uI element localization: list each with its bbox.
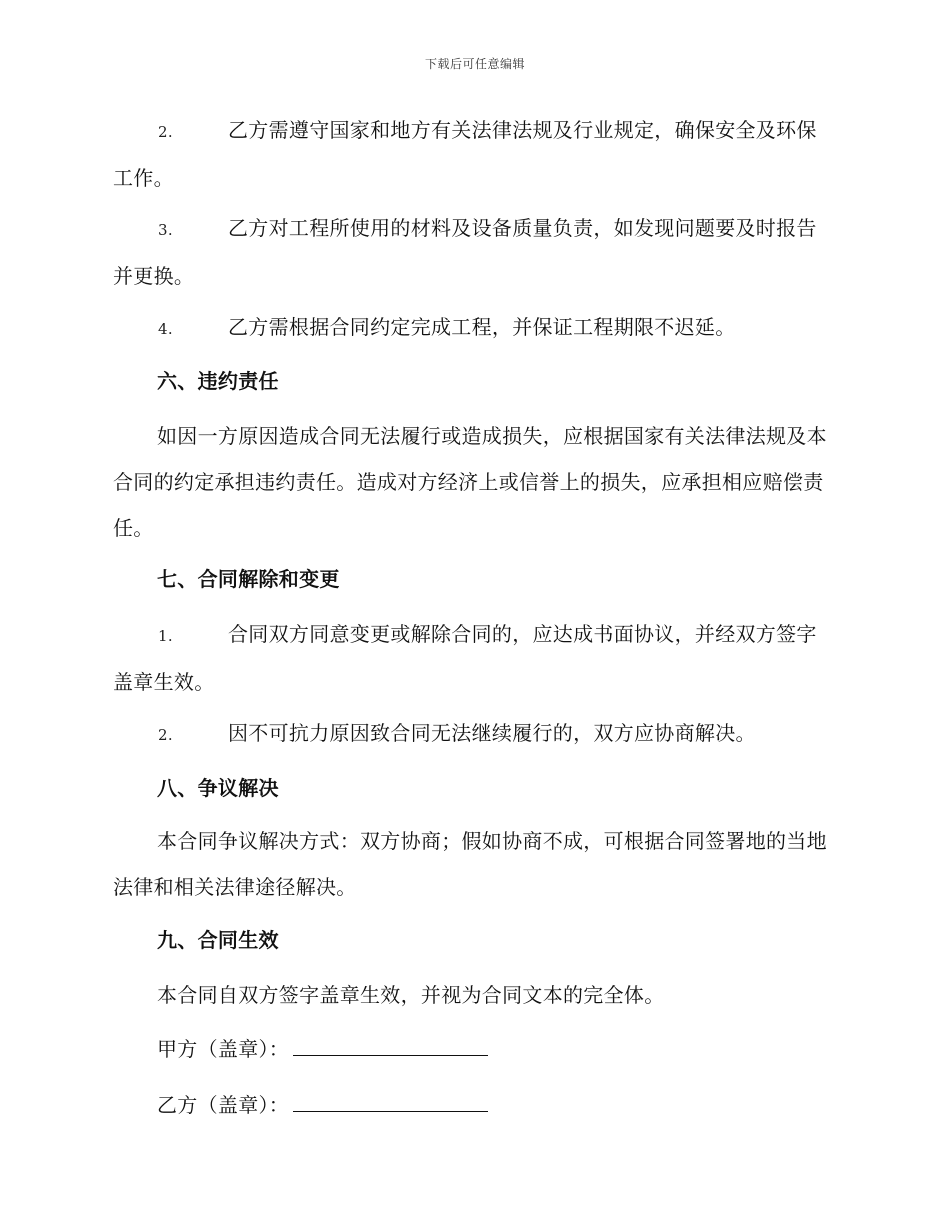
header-note: 下载后可任意编辑: [424, 57, 525, 71]
section-paragraph: 本合同争议解决方式：双方协商；假如协商不成，可根据合同签署地的当地法律和相关法律途径解决。: [113, 829, 827, 899]
list-item: [113, 611, 833, 705]
item-text: 因不可抗力原因致合同无法继续履行的，双方应协商解决。: [228, 721, 756, 745]
signature-row-party-a: [113, 1026, 877, 1072]
list-item: [113, 304, 833, 352]
item-number: 4.: [158, 320, 173, 338]
signature-label: 甲方（盖章）：: [157, 1037, 290, 1061]
section-heading: 六、违约责任: [157, 369, 279, 393]
section-heading: 九、合同生效: [157, 928, 279, 952]
list-item: [113, 205, 833, 299]
section-heading: 八、争议解决: [157, 776, 279, 800]
item-text: 乙方需根据合同约定完成工程，并保证工程期限不迟延。: [228, 315, 736, 339]
signature-line[interactable]: [293, 1087, 488, 1112]
item-text: 合同双方同意变更或解除合同的，应达成书面协议，并经双方签字盖章生效。: [113, 622, 817, 694]
list-item: [113, 710, 833, 758]
section-paragraph: 本合同自双方签字盖章生效，并视为合同文本的完全体。: [157, 983, 665, 1007]
item-number: 2.: [158, 123, 173, 141]
item-number: 1.: [158, 627, 173, 645]
item-text: 乙方需遵守国家和地方有关法律法规及行业规定，确保安全及环保工作。: [113, 118, 817, 190]
signature-label: 乙方（盖章）：: [157, 1093, 290, 1117]
item-text: 乙方对工程所使用的材料及设备质量负责，如发现问题要及时报告并更换。: [113, 216, 817, 288]
list-item: [113, 107, 833, 201]
item-number: 3.: [158, 221, 173, 239]
signature-line[interactable]: [293, 1031, 488, 1056]
item-number: 2.: [158, 726, 173, 744]
section-paragraph: 如因一方原因造成合同无法履行或造成损失，应根据国家有关法律法规及本合同的约定承担违约责任。造成对方经济上或信誉上的损失，应承担相应赔偿责任。: [113, 424, 827, 540]
section-heading: 七、合同解除和变更: [157, 567, 340, 591]
signature-row-party-b: [113, 1082, 877, 1128]
